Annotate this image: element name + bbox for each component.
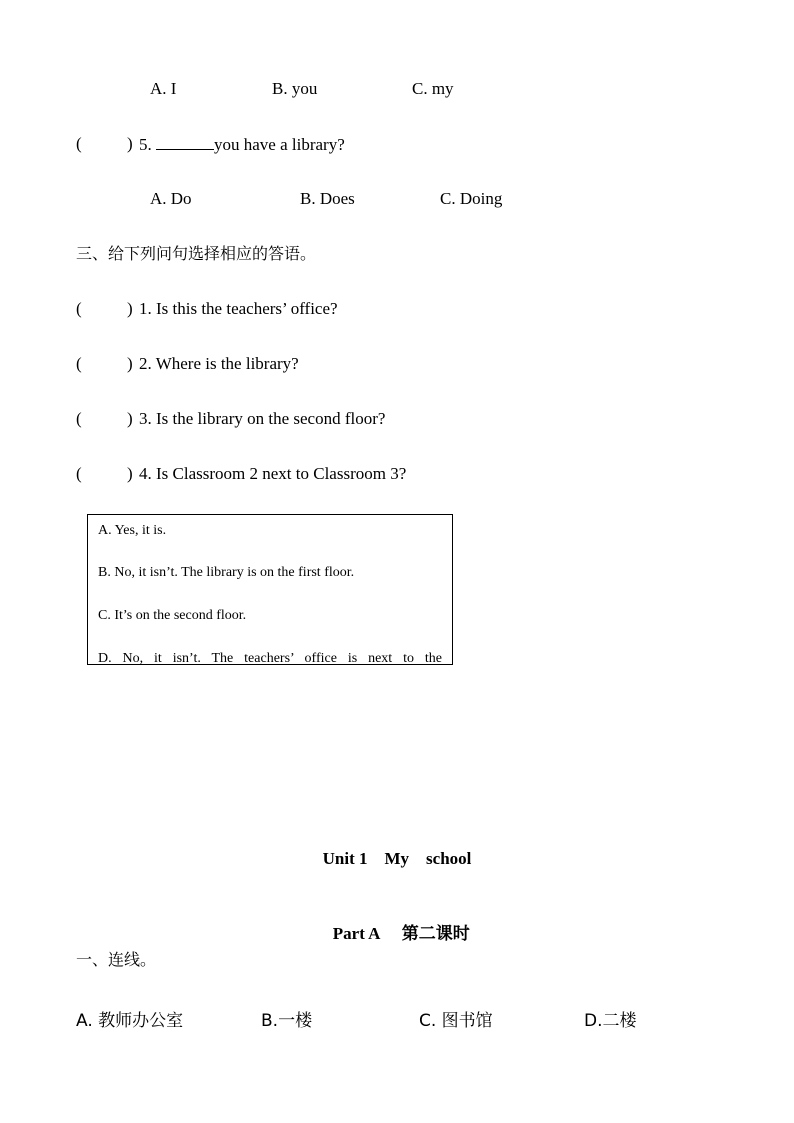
unit-title: Unit 1 My school [322, 849, 472, 868]
q4-option-a: A. I [150, 79, 177, 98]
q5-option-c: C. Doing [440, 189, 503, 208]
question-text: 3. Is the library on the second floor? [139, 409, 386, 428]
section-3-heading: 三、给下列问句选择相应的答语。 [76, 244, 317, 263]
question-5-number: 5. [139, 135, 152, 154]
answer-paren-close: ) [127, 409, 133, 428]
part-title [0, 904, 794, 944]
answer-paren-open: ( [76, 409, 82, 428]
answer-option-b: B. No, it isn’t. The library is on the first floor. [98, 565, 355, 580]
q5-option-a: A. Do [150, 189, 192, 208]
answer-paren-open: ( [76, 464, 82, 483]
answer-paren-close: ) [127, 134, 133, 153]
question-text: 2. Where is the library? [139, 354, 299, 373]
answer-paren-close: ) [127, 299, 133, 318]
answer-paren-open: ( [76, 299, 82, 318]
part-label: Part A [332, 924, 381, 943]
answer-option-c: C. It’s on the second floor. [98, 608, 247, 623]
q4-option-b: B. you [272, 79, 318, 98]
q5-option-b: B. Does [300, 189, 355, 208]
question-text: 4. Is Classroom 2 next to Classroom 3? [139, 464, 407, 483]
answer-paren-close: ) [127, 354, 133, 373]
question-5-sentence: you have a library? [214, 135, 345, 154]
section-1-heading: 一、连线。 [76, 950, 157, 969]
matching-option-a: A. 教师办公室 [76, 1011, 184, 1031]
answer-option-d: D. No, it isn’t. The teachers’ office is next to the [98, 651, 442, 665]
answer-options-box [87, 514, 453, 665]
answer-paren-open: ( [76, 134, 82, 153]
q4-option-c: C. my [412, 79, 454, 98]
question-text: 1. Is this the teachers’ office? [139, 299, 338, 318]
matching-option-b: B.一楼 [261, 1011, 313, 1031]
answer-paren-close: ) [127, 464, 133, 483]
matching-option-d: D.二楼 [584, 1011, 637, 1031]
answer-option-a: A. Yes, it is. [98, 523, 167, 538]
matching-option-c: C. 图书馆 [419, 1011, 493, 1031]
lesson-label: 第二课时 [401, 924, 470, 944]
question-5-text [139, 134, 345, 155]
answer-paren-open: ( [76, 354, 82, 373]
fill-in-blank [156, 134, 214, 150]
